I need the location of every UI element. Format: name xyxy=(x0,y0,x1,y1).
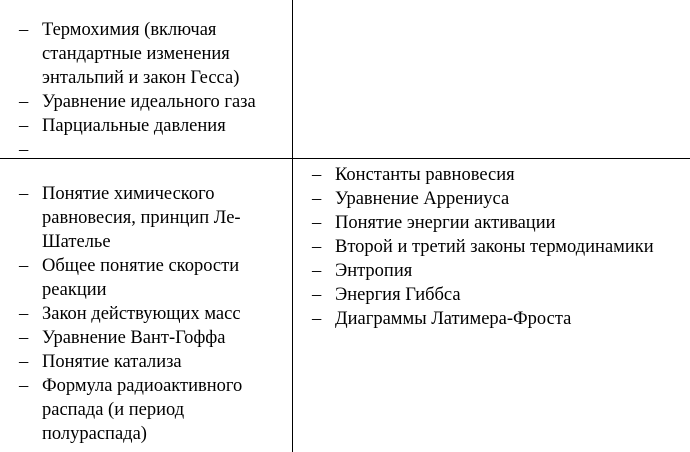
bullet-dash: – xyxy=(19,352,29,372)
list-item-text: Энергия Гиббса xyxy=(335,285,461,305)
list-item xyxy=(0,350,292,374)
bullet-dash: – xyxy=(312,309,322,329)
cell-bottom-left xyxy=(0,159,292,446)
bullet-dash: – xyxy=(19,376,29,396)
bullet-dash: – xyxy=(312,237,322,257)
list-item-text: Термохимия (включая стандартные изменения энтальпий и закон Гесса) xyxy=(42,20,240,88)
bullet-dash: – xyxy=(312,165,322,185)
list-item-text: Энтропия xyxy=(335,261,413,281)
list-item-text: Уравнение Аррениуса xyxy=(335,189,510,209)
cell-top-left xyxy=(0,0,292,160)
list-item xyxy=(0,374,292,446)
list-item xyxy=(293,235,690,259)
list-item-text: Диаграммы Латимера-Фроста xyxy=(335,309,572,329)
list-item-text: Понятие катализа xyxy=(42,352,182,372)
topic-list-bottom-right xyxy=(293,159,690,331)
bullet-dash: – xyxy=(19,304,29,324)
bullet-dash: – xyxy=(19,140,29,160)
list-item-text: Второй и третий законы термодинамики xyxy=(335,237,654,257)
list-item-text: Парциальные давления xyxy=(42,116,226,136)
list-item xyxy=(0,18,292,90)
list-item-text: Уравнение идеального газа xyxy=(42,92,256,112)
bullet-dash: – xyxy=(19,328,29,348)
list-item xyxy=(293,283,690,307)
bullet-dash: – xyxy=(312,285,322,305)
topic-list-bottom-left xyxy=(0,159,292,446)
bullet-dash: – xyxy=(19,20,29,40)
list-item xyxy=(0,90,292,114)
list-item xyxy=(293,211,690,235)
bullet-dash: – xyxy=(312,261,322,281)
list-item xyxy=(0,326,292,350)
list-item-text: Закон действующих масс xyxy=(42,304,241,324)
cell-bottom-right xyxy=(293,159,690,331)
bullet-dash: – xyxy=(312,189,322,209)
list-item-text: Понятие энергии активации xyxy=(335,213,556,233)
topic-list-top-left xyxy=(0,0,292,160)
list-item xyxy=(293,307,690,331)
bullet-dash: – xyxy=(312,213,322,233)
list-item xyxy=(293,259,690,283)
list-item xyxy=(0,254,292,302)
list-item-text: Константы равновесия xyxy=(335,165,515,185)
list-item-text: Общее понятие скорости реакции xyxy=(42,256,240,300)
list-item xyxy=(0,114,292,138)
list-item xyxy=(293,187,690,211)
bullet-dash: – xyxy=(19,92,29,112)
list-item-text: Уравнение Вант-Гоффа xyxy=(42,328,226,348)
list-item-text: Формула радиоактивного распада (и период полураспада) xyxy=(42,376,243,444)
bullet-dash: – xyxy=(19,184,29,204)
list-item xyxy=(0,302,292,326)
list-item-text: Понятие химического равновесия, принцип Ле-Шателье xyxy=(42,184,241,252)
list-item xyxy=(0,182,292,254)
bullet-dash: – xyxy=(19,116,29,136)
list-item xyxy=(293,163,690,187)
bullet-dash: – xyxy=(19,256,29,276)
